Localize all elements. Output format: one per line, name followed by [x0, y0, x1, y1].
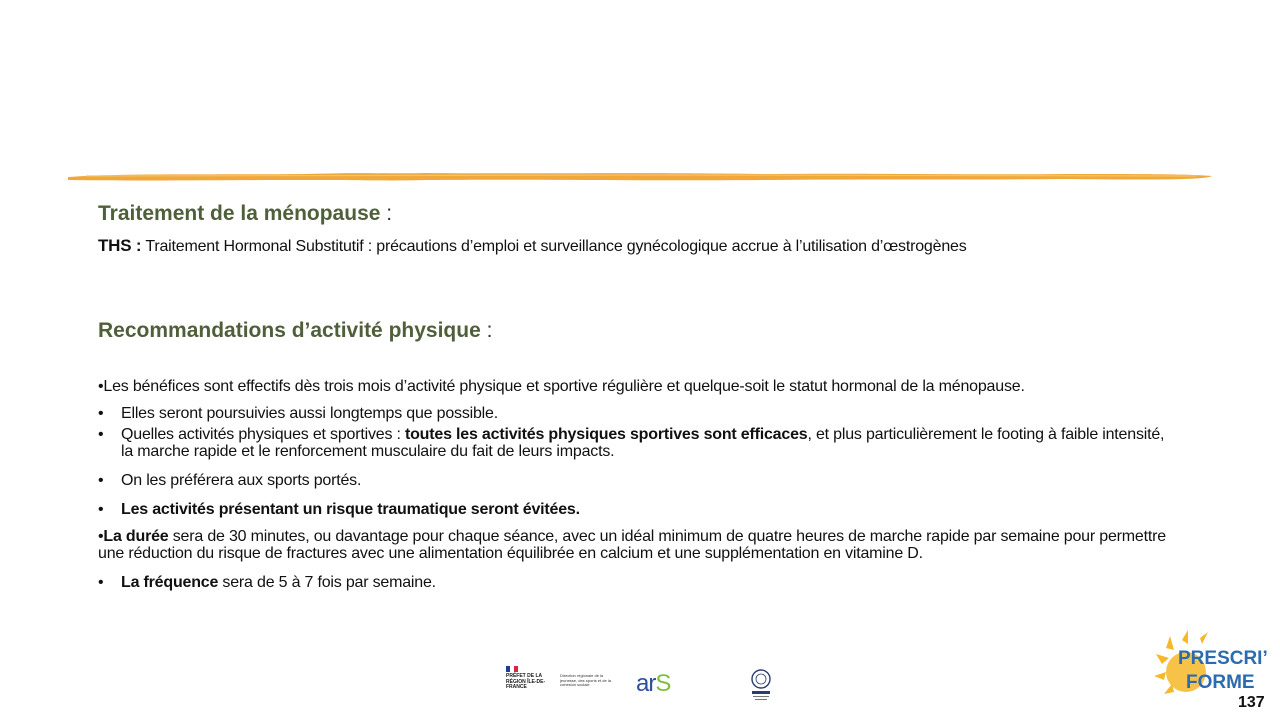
list-item: [98, 574, 1178, 591]
list-item-text: , et plus particulièrement le footing à faible intensité, la marche rapide et le renforcement musculaire du fait de leurs impacts.: [121, 426, 1165, 460]
ths-label: THS :: [98, 236, 142, 255]
list-item-text: Elles seront poursuivies aussi longtemps que possible.: [121, 405, 498, 422]
section-title-menopause-text: Traitement de la ménopause: [98, 202, 381, 225]
ars-logo: [632, 666, 702, 702]
list-item: [98, 378, 1178, 395]
drajes-logo-text: Direction régionale de la jeunesse, des sports et de la cohésion sociale: [560, 673, 611, 687]
list-item-text: Quelles activités physiques et sportives :: [121, 426, 405, 443]
list-item-bold-text: toutes les activités physiques sportives sont efficaces: [404, 426, 808, 443]
list-item: [98, 426, 1178, 460]
bullet-dot: •: [98, 472, 104, 489]
section-title-menopause: [98, 202, 392, 226]
bullet-dot: •: [98, 405, 104, 422]
bullet-dot: •: [98, 574, 104, 591]
section-title-colon: :: [380, 202, 393, 225]
list-item-text: On les préférera aux sports portés.: [121, 472, 362, 489]
page-number: 137: [1238, 694, 1265, 711]
list-item-text: Les bénéfices sont effectifs dès trois mois d’activité physique et sportive régulière et quelque-soit le statut hormonal de la ménopause.: [103, 378, 1025, 395]
list-item: [98, 528, 1178, 562]
ars-logo-word-b: S: [655, 670, 671, 697]
bullet-dot: •: [98, 378, 104, 395]
recommendations-list: [98, 378, 1178, 597]
list-item: [98, 405, 1178, 422]
ars-logo-word: [636, 670, 670, 698]
list-item-bold-text: La fréquence: [121, 574, 219, 591]
prescri-logo-line1: PRESCRI’: [1178, 648, 1268, 669]
ars-logo-word-a: ar: [636, 670, 656, 697]
section-title-colon: :: [480, 319, 493, 342]
prefet-region-logo: [500, 666, 618, 702]
section-title-recommandations-text: Recommandations d’activité physique: [98, 319, 481, 342]
ths-line: [98, 236, 967, 256]
list-item-bold-text: Les activités présentant un risque traumatique seront évitées.: [121, 501, 580, 518]
prefet-logo-text: PRÉFET DE LA RÉGION ÎLE-DE-FRANCE: [506, 673, 546, 690]
prescri-logo-line2: FORME: [1186, 672, 1255, 693]
list-item: [98, 501, 1178, 518]
bullet-dot: •: [98, 426, 104, 443]
ths-text: Traitement Hormonal Substitutif : précautions d’emploi et surveillance gynécologique accrue à l’utilisation d’œstrogènes: [141, 238, 967, 255]
list-item-text: sera de 5 à 7 fois par semaine.: [218, 574, 436, 591]
french-flag-icon: [506, 666, 518, 672]
list-item-bold-text: La durée: [103, 528, 169, 545]
partner-logos: [500, 664, 780, 704]
orange-brush-divider: [66, 168, 1214, 186]
list-item-text: sera de 30 minutes, ou davantage pour chaque séance, avec un idéal minimum de quatre heures de marche rapide par semaine pour permettre une réduction du risque de fractures avec une alimentation équilibrée en calcium et une supplémentation en vitamine D.: [98, 528, 1166, 562]
bullet-dot: •: [98, 528, 104, 545]
seal-logo-icon: [748, 668, 774, 702]
section-title-recommandations: [98, 319, 492, 343]
bullet-dot: •: [98, 501, 104, 518]
list-item: [98, 472, 1178, 489]
